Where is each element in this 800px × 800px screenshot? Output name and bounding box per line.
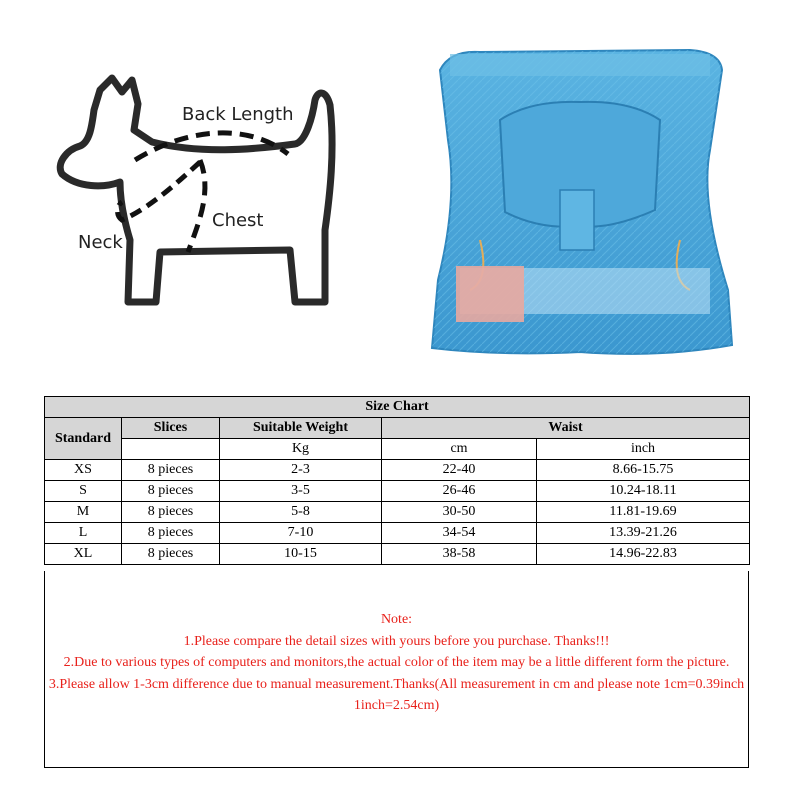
note-line-3: 3.Please allow 1-3cm difference due to manual measurement.Thanks(All measurement in cm and please note 1cm=0.39inch 1inch=2.54cm)	[48, 676, 745, 713]
row-inch: 10.24-18.11	[537, 481, 750, 502]
header-waist-inch: inch	[537, 439, 750, 460]
table-row	[45, 544, 750, 565]
table-row	[45, 481, 750, 502]
row-size: XL	[45, 544, 122, 565]
header-waist: Waist	[382, 418, 750, 439]
row-slices: 8 pieces	[122, 481, 220, 502]
row-weight: 3-5	[220, 481, 382, 502]
row-inch: 11.81-19.69	[537, 502, 750, 523]
header-standard: Standard	[45, 418, 122, 460]
header-waist-cm: cm	[382, 439, 537, 460]
row-size: M	[45, 502, 122, 523]
size-chart-table	[44, 396, 750, 565]
notes-heading: Note:	[380, 612, 413, 627]
row-cm: 22-40	[382, 460, 537, 481]
row-cm: 34-54	[382, 523, 537, 544]
row-slices: 8 pieces	[122, 544, 220, 565]
row-slices: 8 pieces	[122, 502, 220, 523]
row-inch: 13.39-21.26	[537, 523, 750, 544]
row-size: S	[45, 481, 122, 502]
row-slices: 8 pieces	[122, 460, 220, 481]
table-row	[45, 502, 750, 523]
neck-label: Neck	[78, 232, 123, 253]
note-line-2: 2.Due to various types of computers and monitors,the actual color of the item may be a little different form the picture.	[63, 655, 730, 670]
back-length-label: Back Length	[182, 104, 294, 125]
header-slices: Slices	[122, 418, 220, 439]
row-weight: 5-8	[220, 502, 382, 523]
row-weight: 2-3	[220, 460, 382, 481]
neck-line	[118, 162, 201, 220]
note-line-1: 1.Please compare the detail sizes with yours before you purchase. Thanks!!!	[183, 633, 610, 649]
header-weight-unit: Kg	[220, 439, 382, 460]
row-weight: 10-15	[220, 544, 382, 565]
chest-line	[188, 160, 205, 252]
row-slices: 8 pieces	[122, 523, 220, 544]
table-row	[45, 460, 750, 481]
product-photo	[410, 40, 750, 360]
row-inch: 14.96-22.83	[537, 544, 750, 565]
row-cm: 38-58	[382, 544, 537, 565]
chest-label: Chest	[212, 210, 264, 231]
table-row	[45, 523, 750, 544]
row-cm: 26-46	[382, 481, 537, 502]
row-size: XS	[45, 460, 122, 481]
row-cm: 30-50	[382, 502, 537, 523]
header-weight: Suitable Weight	[220, 418, 382, 439]
dog-measurement-diagram	[50, 70, 350, 320]
row-weight: 7-10	[220, 523, 382, 544]
row-inch: 8.66-15.75	[537, 460, 750, 481]
size-chart-title: Size Chart	[45, 397, 750, 418]
header-slices-unit	[122, 439, 220, 460]
notes-box	[44, 571, 749, 768]
row-size: L	[45, 523, 122, 544]
